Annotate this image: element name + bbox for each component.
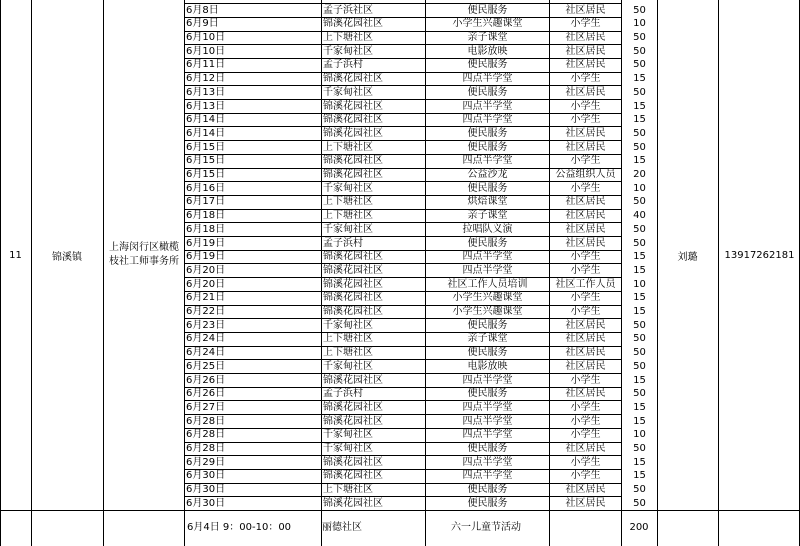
row-count: 50 [633,4,646,16]
next-row-activity: 六一儿童节活动 [451,522,521,533]
row-place: 千家甸社区 [323,443,373,454]
row-date: 6月27日 [186,401,226,413]
row-date: 6月28日 [186,415,226,427]
row-date: 6月30日 [186,484,226,496]
row-count: 10 [633,278,646,290]
row-activity: 便民服务 [467,4,508,16]
row-count: 15 [633,470,646,482]
row-date: 6月20日 [186,264,226,276]
row-date: 6月9日 [186,18,219,30]
column-line [321,0,322,546]
row-date: 6月13日 [186,100,226,112]
row-date: 6月11日 [186,59,226,71]
next-row-count: 200 [629,522,649,533]
row-count: 20 [633,169,646,180]
row-count: 50 [633,484,646,496]
row-date: 6月10日 [186,32,226,43]
row-place: 锦溪花园社区 [323,169,383,180]
row-audience: 社区居民 [565,484,606,496]
row-count: 50 [633,347,646,359]
row-place: 锦溪花园社区 [323,374,383,386]
next-row-date-time: 6月4日 9：00-10：00 [187,522,292,533]
row-date: 6月30日 [186,497,226,509]
row-place: 孟子浜村 [323,388,363,400]
row-count: 50 [633,45,646,57]
row-audience: 小学生 [570,114,601,126]
row-date: 6月16日 [186,182,226,194]
row-count: 15 [633,114,646,126]
row-audience: 小学生 [570,182,601,194]
row-date: 6月21日 [186,292,226,304]
row-audience: 社区居民 [565,32,606,43]
row-activity: 四点半学堂 [462,374,513,386]
row-date: 6月18日 [186,223,226,235]
row-place: 千家甸社区 [323,86,373,98]
row-place: 千家甸社区 [323,182,373,194]
row-audience: 社区居民 [565,45,606,57]
row-place: 锦溪花园社区 [323,251,383,263]
row-audience: 公益组织人员 [555,169,616,180]
row-date: 6月22日 [186,306,226,317]
row-date: 6月25日 [186,360,226,372]
row-count: 10 [633,182,646,194]
row-activity: 四点半学堂 [462,415,513,427]
row-date: 6月19日 [186,237,226,249]
row-audience: 社区居民 [565,4,606,16]
row-place: 锦溪花园社区 [323,155,383,167]
contact-person: 刘璐 [677,251,698,263]
row-activity: 四点半学堂 [462,73,513,85]
contact-phone: 13917262181 [724,249,795,261]
row-activity: 电影放映 [467,45,508,57]
row-place: 千家甸社区 [323,360,373,372]
row-audience: 社区居民 [565,360,606,372]
row-activity: 亲子课堂 [467,333,508,345]
row-activity: 小学生兴趣课堂 [452,292,523,304]
row-place: 锦溪花园社区 [323,127,383,139]
row-count: 15 [633,415,646,427]
next-row-place: 丽德社区 [322,522,362,533]
row-count: 50 [633,32,646,43]
row-date: 6月8日 [186,4,219,16]
row-count: 50 [633,333,646,345]
row-activity: 便民服务 [467,237,508,249]
row-count: 15 [633,456,646,468]
row-count: 15 [633,73,646,85]
town-name: 锦溪镇 [52,251,82,263]
row-audience: 社区居民 [565,497,606,509]
row-count: 15 [633,401,646,413]
row-activity: 便民服务 [467,443,508,454]
row-activity: 便民服务 [467,182,508,194]
row-date: 6月24日 [186,347,226,359]
row-audience: 社区居民 [565,333,606,345]
row-audience: 社区居民 [565,141,606,153]
row-place: 孟子浜村 [323,237,363,249]
row-count: 50 [633,59,646,71]
row-place: 千家甸社区 [323,223,373,235]
row-activity: 四点半学堂 [462,470,513,482]
row-place: 锦溪花园社区 [323,264,383,276]
organization-name: 上海闵行区橄榄枝社工师事务所 [109,242,179,267]
row-audience: 小学生 [570,415,601,427]
row-audience: 社区居民 [565,86,606,98]
row-audience: 小学生 [570,100,601,112]
row-audience: 小学生 [570,374,601,386]
row-audience: 社区居民 [565,127,606,139]
row-activity: 便民服务 [467,347,508,359]
row-count: 15 [633,306,646,317]
row-activity: 四点半学堂 [462,100,513,112]
row-date: 6月14日 [186,114,226,126]
row-activity: 便民服务 [467,86,508,98]
row-date: 6月13日 [186,86,226,98]
row-place: 千家甸社区 [323,429,373,441]
row-audience: 小学生 [570,292,601,304]
row-place: 上下塘社区 [323,347,373,359]
row-count: 15 [633,292,646,304]
row-activity: 便民服务 [467,127,508,139]
row-count: 50 [633,127,646,139]
row-date: 6月29日 [186,456,226,468]
row-audience: 小学生 [570,470,601,482]
row-place: 孟子浜社区 [323,4,373,16]
row-date: 6月28日 [186,443,226,454]
row-date: 6月10日 [186,45,226,57]
row-count: 15 [633,100,646,112]
row-activity: 社区工作人员培训 [447,278,528,290]
row-place: 上下塘社区 [323,333,373,345]
row-date: 6月20日 [186,278,226,290]
row-audience: 社区居民 [565,223,606,235]
row-date: 6月15日 [186,141,226,153]
row-date: 6月26日 [186,374,226,386]
row-activity: 电影放映 [467,360,508,372]
row-date: 6月23日 [186,319,226,331]
row-place: 锦溪花园社区 [323,278,383,290]
row-count: 50 [633,196,646,208]
row-place: 千家甸社区 [323,45,373,57]
row-activity: 公益沙龙 [467,169,508,180]
row-audience: 社区居民 [565,59,606,71]
row-count: 50 [633,360,646,372]
row-count: 15 [633,374,646,386]
row-place: 锦溪花园社区 [323,114,383,126]
row-activity: 四点半学堂 [462,456,513,468]
row-audience: 社区居民 [565,443,606,454]
row-activity: 便民服务 [467,484,508,496]
row-audience: 小学生 [570,155,601,167]
row-audience: 小学生 [570,456,601,468]
row-place: 锦溪花园社区 [323,292,383,304]
row-audience: 社区居民 [565,237,606,249]
row-activity: 四点半学堂 [462,264,513,276]
row-audience: 小学生 [570,73,601,85]
row-place: 锦溪花园社区 [323,497,383,509]
row-place: 上下塘社区 [323,32,373,43]
row-place: 孟子浜村 [323,59,363,71]
row-place: 锦溪花园社区 [323,100,383,112]
row-count: 15 [633,264,646,276]
row-place: 锦溪花园社区 [323,470,383,482]
row-activity: 四点半学堂 [462,429,513,441]
column-line [184,0,185,546]
row-activity: 四点半学堂 [462,114,513,126]
row-place: 上下塘社区 [323,196,373,208]
row-activity: 便民服务 [467,388,508,400]
row-count: 50 [633,443,646,454]
row-activity: 四点半学堂 [462,251,513,263]
row-count: 50 [633,223,646,235]
row-activity: 亲子课堂 [467,210,508,222]
row-audience: 小学生 [570,264,601,276]
row-date: 6月15日 [186,169,226,180]
row-count: 50 [633,497,646,509]
row-place: 上下塘社区 [323,484,373,496]
row-date: 6月30日 [186,470,226,482]
row-place: 上下塘社区 [323,210,373,222]
row-count: 15 [633,155,646,167]
row-count: 40 [633,210,646,222]
row-count: 10 [633,18,646,30]
row-activity: 便民服务 [467,141,508,153]
row-place: 上下塘社区 [323,141,373,153]
row-count: 50 [633,237,646,249]
row-date: 6月26日 [186,388,226,400]
row-date: 6月14日 [186,127,226,139]
row-place: 锦溪花园社区 [323,73,383,85]
row-activity: 小学生兴趣课堂 [452,18,523,30]
row-place: 千家甸社区 [323,319,373,331]
row-date: 6月15日 [186,155,226,167]
row-count: 50 [633,319,646,331]
row-audience: 小学生 [570,429,601,441]
row-activity: 小学生兴趣课堂 [452,306,523,317]
row-activity: 拉唱队义演 [462,223,513,235]
row-date: 6月28日 [186,429,226,441]
row-date: 6月24日 [186,333,226,345]
row-date: 6月19日 [186,251,226,263]
row-date: 6月12日 [186,73,226,85]
row-place: 锦溪花园社区 [323,401,383,413]
row-audience: 社区居民 [565,319,606,331]
row-audience: 小学生 [570,401,601,413]
row-audience: 社区居民 [565,347,606,359]
row-count: 15 [633,251,646,263]
row-activity: 四点半学堂 [462,401,513,413]
row-date: 6月18日 [186,210,226,222]
row-activity: 便民服务 [467,319,508,331]
row-activity: 亲子课堂 [467,32,508,43]
row-activity: 四点半学堂 [462,155,513,167]
row-date: 6月17日 [186,196,226,208]
row-place: 锦溪花园社区 [323,18,383,30]
row-audience: 社区工作人员 [555,278,616,290]
row-count: 50 [633,86,646,98]
row-activity: 烘焙课堂 [467,196,508,208]
row-count: 50 [633,388,646,400]
group-index: 11 [9,249,22,261]
row-count: 50 [633,141,646,153]
row-activity: 便民服务 [467,59,508,71]
row-audience: 社区居民 [565,196,606,208]
row-place: 锦溪花园社区 [323,415,383,427]
row-activity: 便民服务 [467,497,508,509]
row-place: 锦溪花园社区 [323,306,383,317]
row-audience: 小学生 [570,251,601,263]
row-count: 10 [633,429,646,441]
row-audience: 小学生 [570,18,601,30]
row-place: 锦溪花园社区 [323,456,383,468]
row-audience: 社区居民 [565,388,606,400]
row-audience: 社区居民 [565,210,606,222]
row-audience: 小学生 [570,306,601,317]
